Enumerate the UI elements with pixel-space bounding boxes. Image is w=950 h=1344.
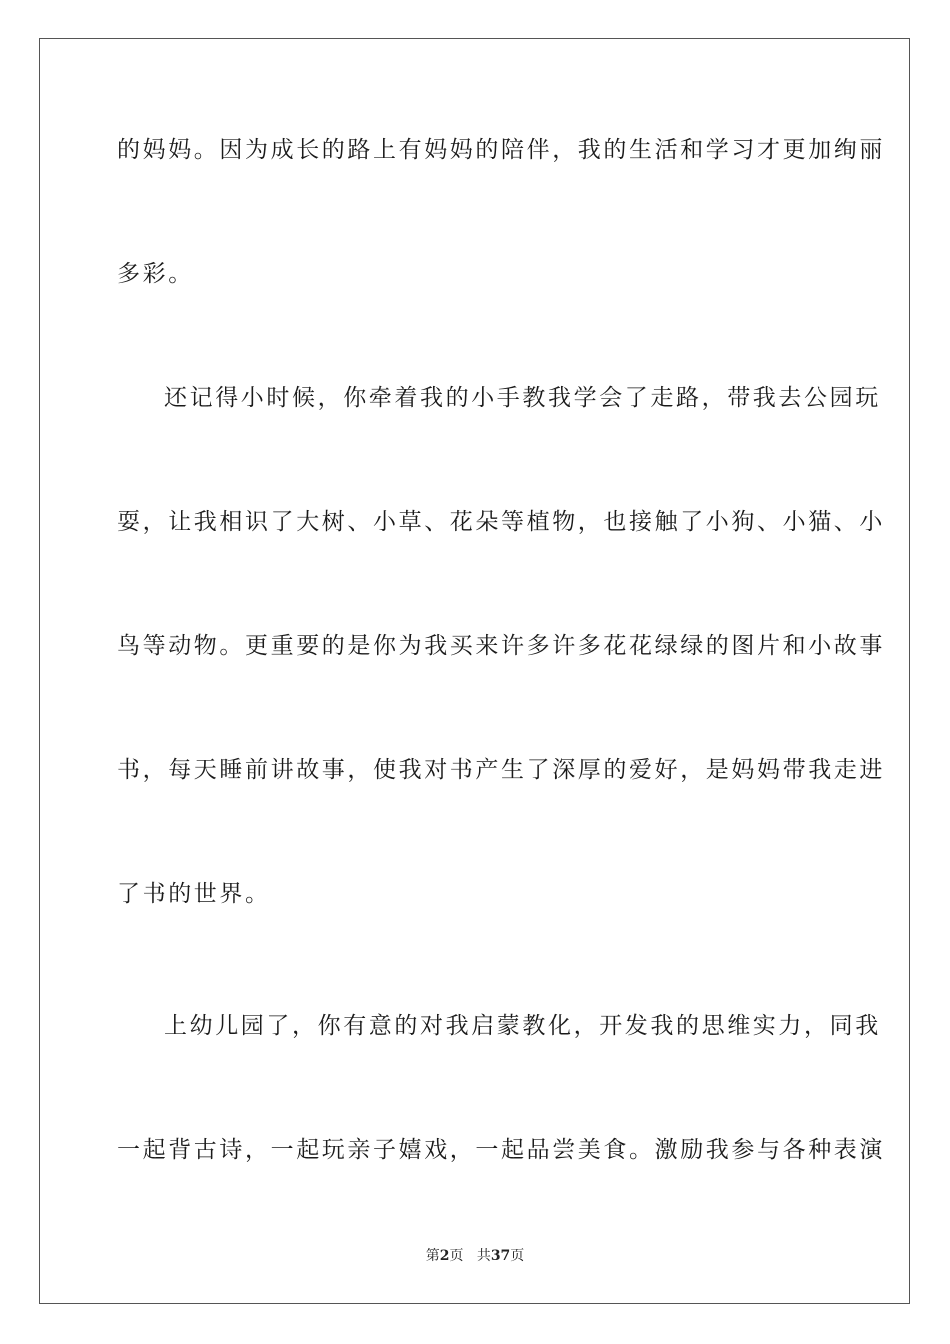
page-prefix: 第 [425,1248,440,1264]
page-suffix: 页 [449,1248,464,1264]
paragraph-line: 多彩。 [117,261,194,287]
paragraph-line: 还记得小时候，你牵着我的小手教我学会了走路，带我去公园玩 [164,385,881,411]
paragraph-line: 上幼儿园了，你有意的对我启蒙教化，开发我的思维实力，同我 [164,1013,881,1039]
paragraph-line: 耍，让我相识了大树、小草、花朵等植物，也接触了小狗、小猫、小 [117,509,885,535]
total-suffix: 页 [510,1248,525,1264]
page-border [39,38,910,1304]
page-number: 2 [439,1248,450,1264]
paragraph-line: 的妈妈。因为成长的路上有妈妈的陪伴，我的生活和学习才更加绚丽 [117,137,885,163]
paragraph-line: 书，每天睡前讲故事，使我对书产生了深厚的爱好，是妈妈带我走进 [117,757,885,783]
paragraph-line: 了书的世界。 [117,881,271,907]
total-pages: 37 [490,1248,511,1264]
page-footer [0,1247,950,1265]
paragraph-line: 鸟等动物。更重要的是你为我买来许多许多花花绿绿的图片和小故事 [117,633,885,659]
total-prefix: 共 [476,1248,491,1264]
paragraph-line: 一起背古诗，一起玩亲子嬉戏，一起品尝美食。激励我参与各种表演 [117,1137,885,1163]
